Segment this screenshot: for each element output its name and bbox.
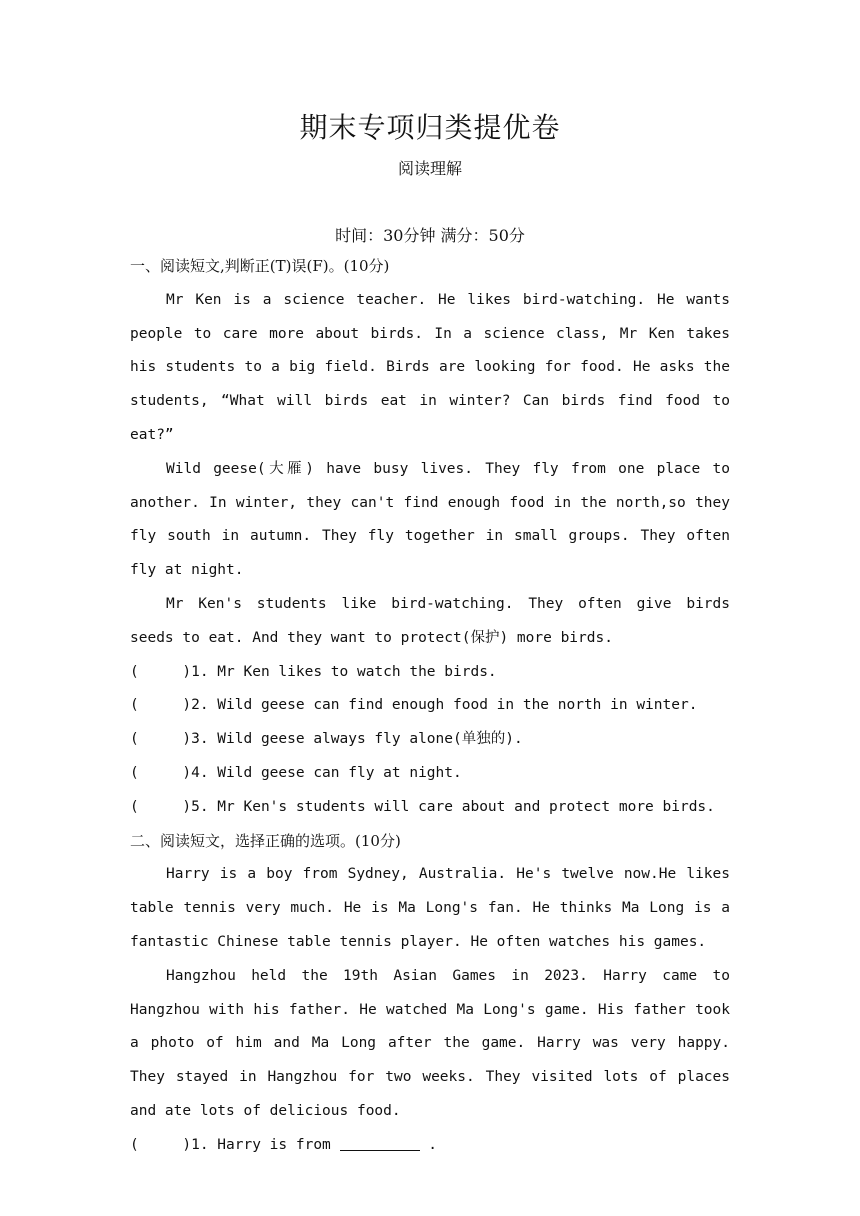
answer-blank [340,1136,420,1151]
section-1-heading: 一、阅读短文,判断正(T)误(F)。(10分) [130,257,390,275]
exam-meta: 时间：30分钟 满分：50分 [335,226,525,245]
question-2-1 [130,1129,730,1163]
passage-2-paragraph-1: Harry is a boy from Sydney, Australia. He's twelve now.He likes table tennis very much. He is Ma Long's fan. He thinks Ma Long is a fantastic Chinese table tennis player. He often watches his games. [130,866,730,950]
question-1-2: ( )2. Wild geese can find enough food in the north in winter. [130,697,698,714]
section-2-heading: 二、阅读短文，选择正确的选项。(10分) [130,831,401,850]
passage-1-paragraph-2: Wild geese(大雁) have busy lives. They fly from one place to another. In winter, they can't find enough food in the north,so they fly south in autumn. They fly together in small groups. They often fly at night. [130,460,730,579]
passage-2-paragraph-2: Hangzhou held the 19th Asian Games in 2023. Harry came to Hangzhou with his father. He watched Ma Long's game. His father took a photo of him and Ma Long after the game. Harry was very happy. They stayed in Hangzhou for two weeks. They visited lots of places and ate lots of delicious food. [130,967,730,1119]
page-title: 期末专项归类提优卷 [299,111,561,144]
question-1-4: ( )4. Wild geese can fly at night. [130,764,462,781]
question-1-3: ( )3. Wild geese always fly alone(单独的). [130,731,523,748]
passage-1-paragraph-1: Mr Ken is a science teacher. He likes bird-watching. He wants people to care more about birds. In a science class, Mr Ken takes his students to a big field. Birds are looking for food. He asks the students, “What will birds eat in winter? Can birds find food to eat?” [130,291,730,443]
question-2-1-text: ( )1. Harry is from [130,1136,340,1153]
passage-1-paragraph-3: Mr Ken's students like bird-watching. They often give birds seeds to eat. And they want to protect(保护) more birds. [130,595,730,646]
question-1-1: ( )1. Mr Ken likes to watch the birds. [130,663,497,680]
document-body [130,250,730,1163]
page-subtitle: 阅读理解 [397,159,462,178]
question-2-1-end: . [419,1136,437,1153]
question-1-5: ( )5. Mr Ken's students will care about and protect more birds. [130,798,715,815]
